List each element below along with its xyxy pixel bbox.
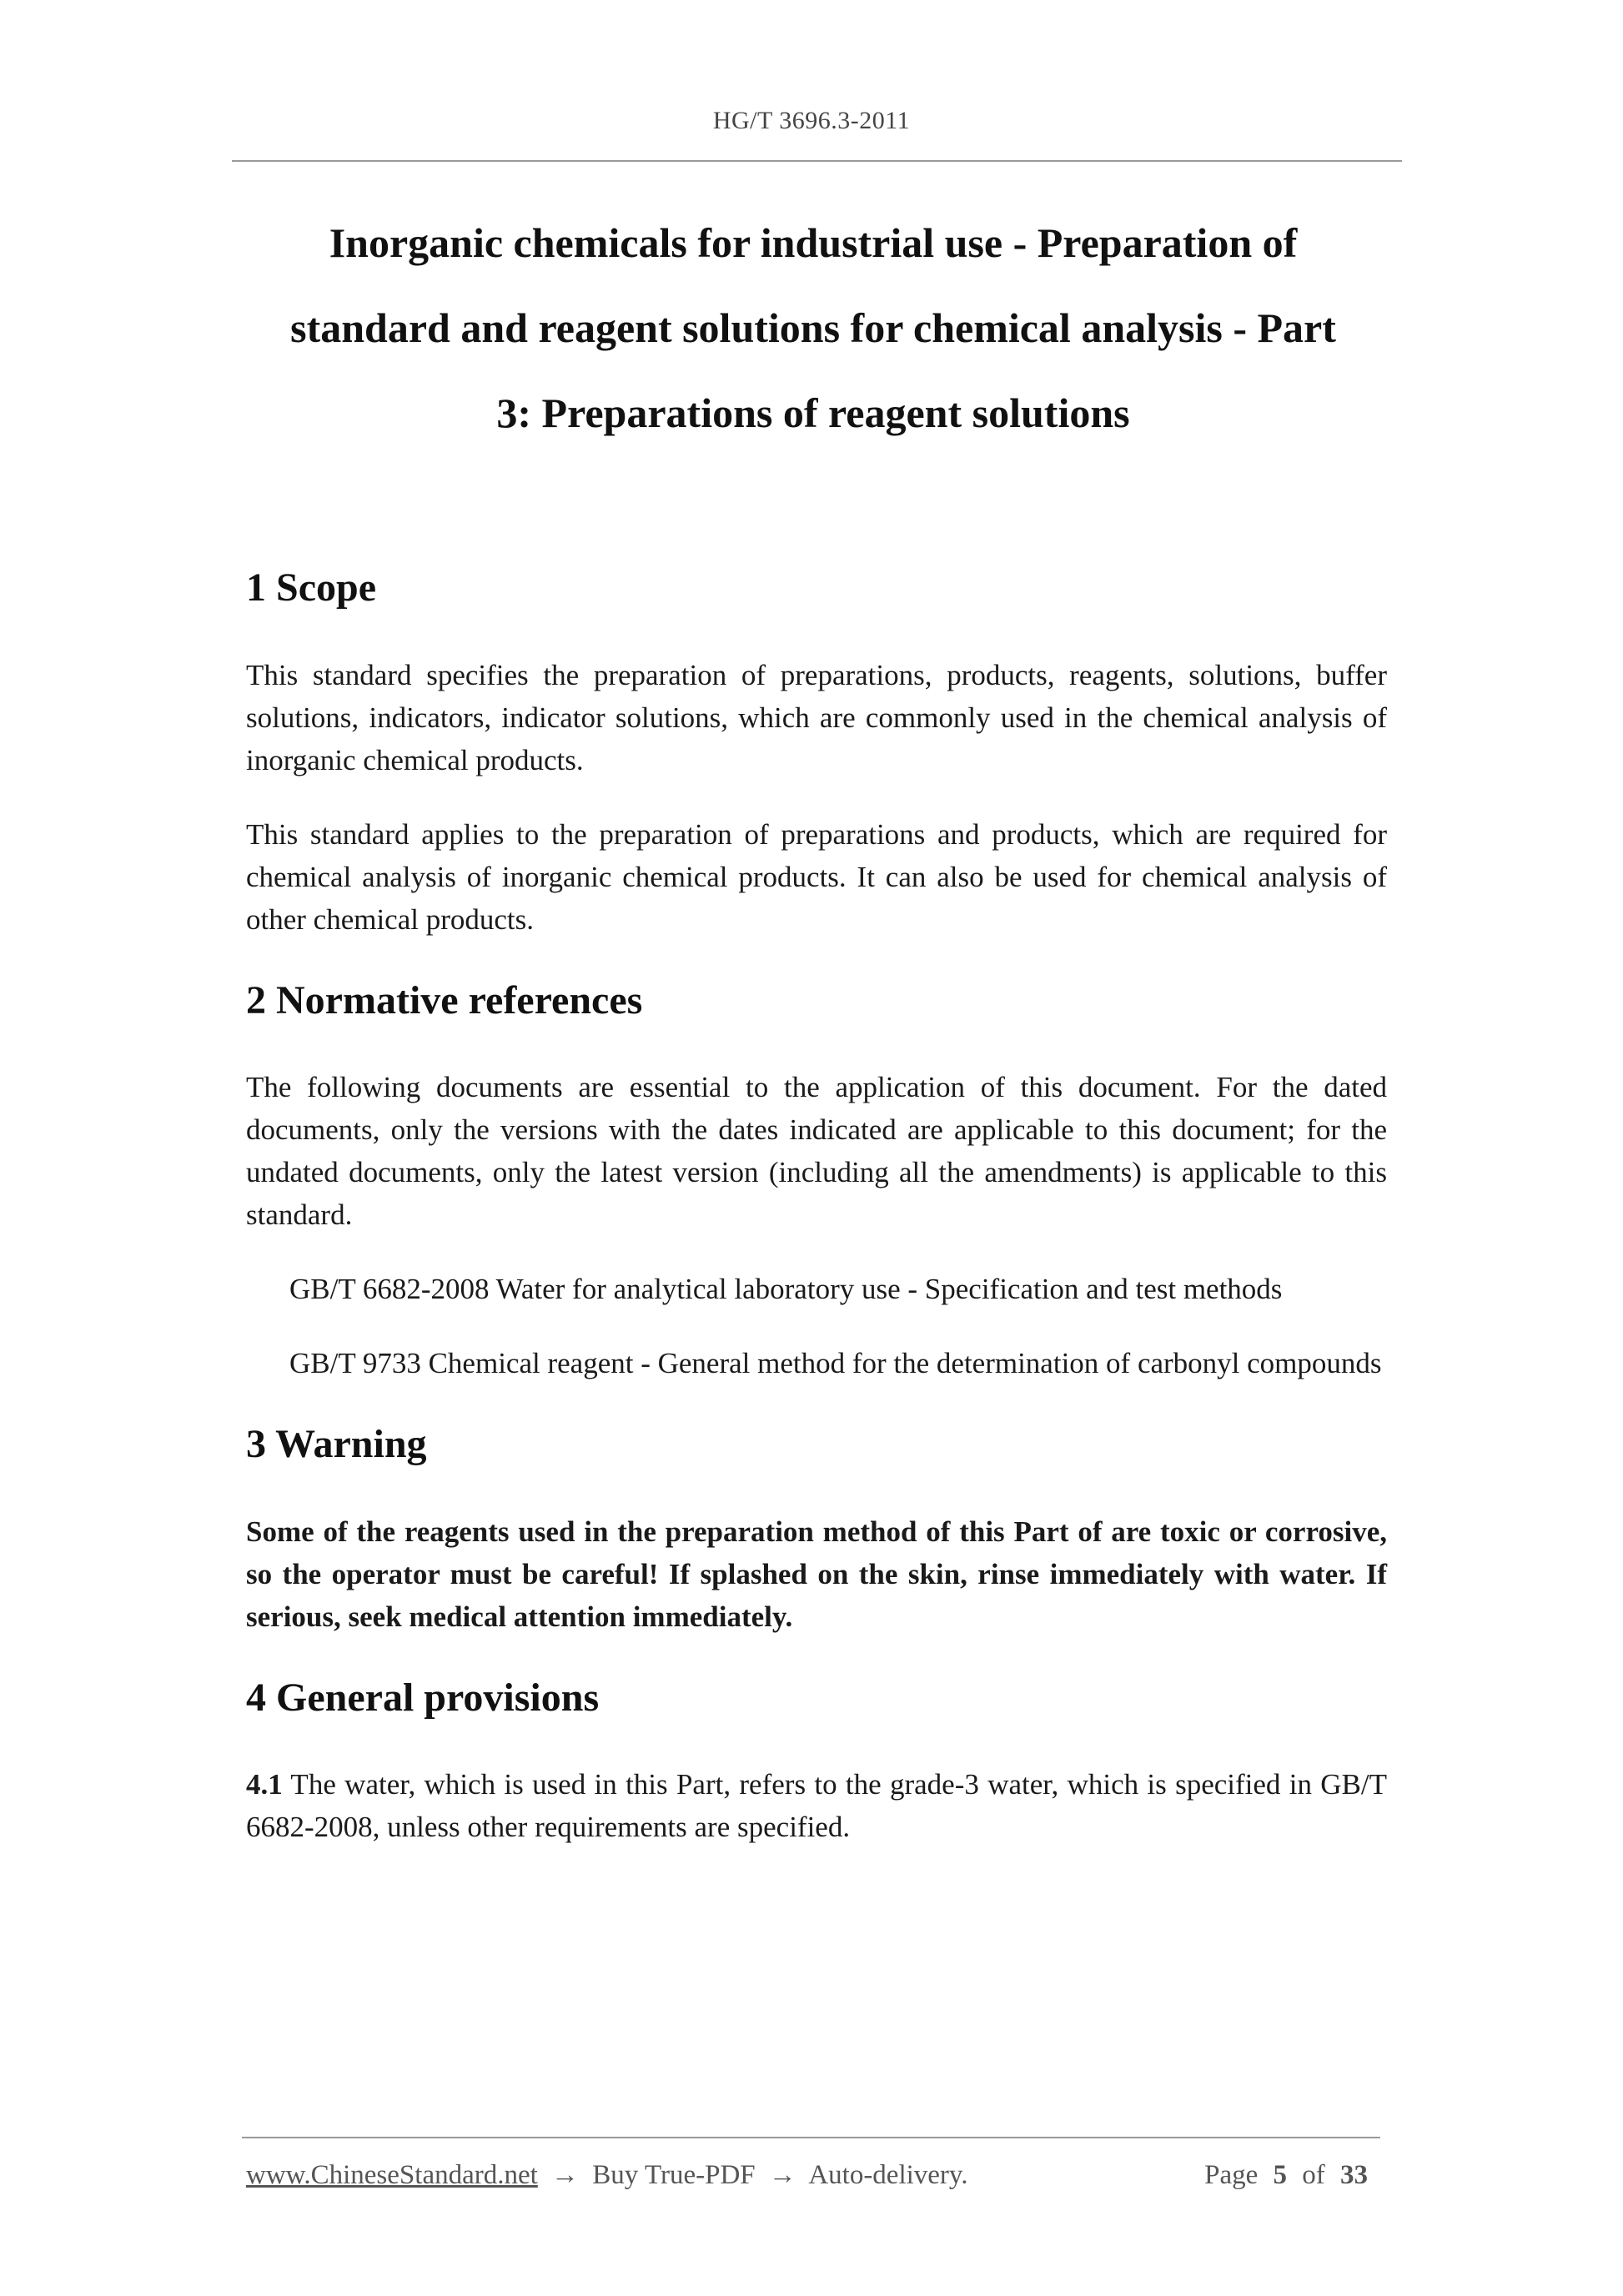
document-title xyxy=(225,200,1401,455)
clause-4-1 xyxy=(246,1763,1387,1848)
auto-delivery-text: Auto-delivery. xyxy=(808,2160,968,2190)
arrow-right-icon: → xyxy=(551,2160,580,2190)
document-code-header: HG/T 3696.3-2011 xyxy=(712,107,911,134)
header-divider xyxy=(232,160,1402,162)
footer-divider xyxy=(242,2137,1380,2138)
page-label: Page xyxy=(1204,2160,1259,2190)
buy-true-pdf-text: Buy True-PDF xyxy=(592,2160,756,2190)
total-page-count: 33 xyxy=(1340,2160,1368,2190)
section-heading-scope: 1 Scope xyxy=(246,565,376,610)
scope-paragraph-2: This standard applies to the preparation of preparations and products, which are required for chemical analysis of inorganic chemical products. It can also be used for chemical analysis of other chemical products. xyxy=(246,817,1387,936)
title-line-3: 3: Preparations of reagent solutions xyxy=(496,389,1130,436)
of-label: of xyxy=(1302,2160,1325,2190)
section-heading-general-provisions: 4 General provisions xyxy=(246,1675,600,1720)
scope-paragraph-1: This standard specifies the preparation of preparations, products, reagents, solutions, buffer solutions, indicators, indicator solutions, which are commonly used in the chemical analysis of inorganic chemical products. xyxy=(246,658,1387,776)
reference-item: GB/T 6682-2008 Water for analytical laboratory use - Specification and test methods xyxy=(289,1273,1283,1306)
section-heading-normative-references: 2 Normative references xyxy=(246,977,643,1022)
document-body xyxy=(246,564,1387,1880)
normative-intro-paragraph: The following documents are essential to the application of this document. For the dated documents, only the versions with the dates indicated are applicable to this document; for the undated documents, only the latest version (including all the amendments) is applicable to this standard. xyxy=(246,1071,1387,1232)
title-line-1: Inorganic chemicals for industrial use - Preparation of xyxy=(329,219,1298,266)
section-heading-warning: 3 Warning xyxy=(246,1422,427,1467)
page-indicator xyxy=(1204,2160,1376,2191)
current-page-number: 5 xyxy=(1273,2160,1287,2190)
clause-number: 4.1 xyxy=(246,1768,283,1801)
warning-paragraph: Some of the reagents used in the preparation method of this Part of are toxic or corrosive, so the operator must be careful! If splashed on the skin, rinse immediately with water. If serious, seek medical attention immediately. xyxy=(246,1515,1387,1633)
clause-text: The water, which is used in this Part, refers to the grade-3 water, which is specified in GB/T 6682-2008, unless other requirements are specified. xyxy=(246,1768,1387,1844)
title-line-2: standard and reagent solutions for chemical analysis - Part xyxy=(290,304,1336,351)
reference-item: GB/T 9733 Chemical reagent - General method for the determination of carbonyl compounds xyxy=(289,1347,1382,1380)
arrow-right-icon: → xyxy=(768,2160,796,2190)
website-link[interactable]: www.ChineseStandard.net xyxy=(246,2160,538,2190)
footer-promo xyxy=(246,2160,968,2191)
